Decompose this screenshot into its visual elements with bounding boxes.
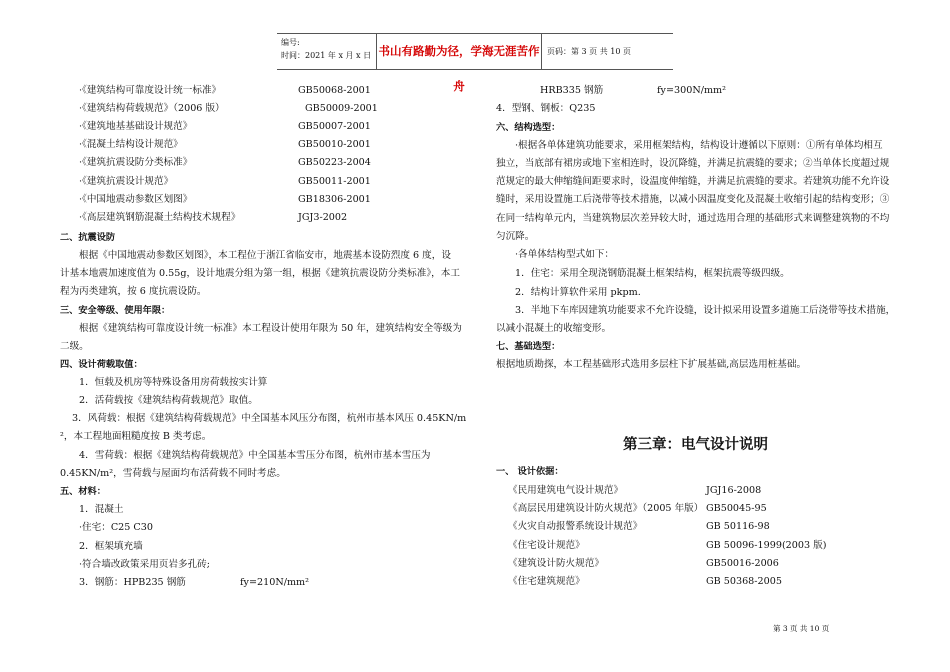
section-title-design-basis: 一、 设计依据： (496, 466, 564, 477)
header-motto: 书山有路勤为径，学海无涯苦作舟 (376, 34, 542, 69)
paragraph-line: 4．雪荷载：根据《建筑结构荷载规范》中全国基本雪压分布图，杭州市基本雪压为 (79, 450, 431, 461)
paragraph-line: 根据《建筑结构可靠度设计统一标准》本工程设计使用年限为 50 年，建筑结构安全等级为 (79, 323, 462, 334)
chapter-title: 第三章：电气设计说明 (623, 437, 768, 453)
paragraph-line: 缝时，采用设置施工后浇带等技术措施，以减小因温度变化及混凝土收缩引起的结构变形；③ (496, 194, 890, 205)
standard-code: GB50007-2001 (298, 121, 371, 132)
standard-name: 《民用建筑电气设计规范》 (508, 485, 624, 496)
paragraph-line: fy=210N/mm² (240, 577, 309, 588)
paragraph-line: 3．半地下车库因建筑功能要求不允许设缝，设计拟采用设置多道施工后浇带等技术措施， (515, 305, 896, 316)
paragraph-line: ·住宅：C25 C30 (79, 522, 153, 533)
standard-name: ·《建筑结构荷载规范》（2006 版） (79, 103, 225, 114)
paragraph-line: ·根据各单体建筑功能要求，采用框架结构，结构设计遵循以下原则：①所有单体均相互 (515, 140, 883, 151)
paragraph-line: 1．混凝土 (79, 504, 124, 515)
standard-code: GB50045-95 (706, 503, 767, 514)
paragraph-line: 根据《中国地震动参数区划图》，本工程位于浙江省临安市，地震基本设防烈度 6 度，设 (79, 250, 451, 261)
paragraph-line: 3．钢筋：HPB235 钢筋 (79, 577, 186, 588)
standard-code: GB 50368-2005 (706, 576, 782, 587)
header-page-info: 页码：第 3 页 共 10 页 (547, 47, 631, 56)
paragraph-line: 匀沉降。 (496, 231, 535, 242)
section-title-foundation: 七、基础选型： (496, 341, 561, 352)
standard-code: GB18306-2001 (298, 194, 371, 205)
paragraph-line: 独立，当底部有裙房或地下室相连时，设沉降缝，并满足抗震缝的要求；②当单体长度超过规 (496, 158, 890, 169)
paragraph-line: 3．风荷载：根据《建筑结构荷载规范》中全国基本风压分布图，杭州市基本风压 0.45KN/m (72, 413, 467, 424)
standard-code: GB 50116-98 (706, 521, 770, 532)
paragraph-line: 2．活荷载按《建筑结构荷载规范》取值。 (79, 395, 258, 406)
paragraph-line: HRB335 钢筋 (540, 85, 604, 96)
paragraph-line: 程为丙类建筑，按 6 度抗震设防。 (60, 286, 207, 297)
header-number-label: 编号: (281, 38, 300, 47)
section-title-materials: 五、材料： (60, 486, 106, 497)
standard-name: ·《建筑结构可靠度设计统一标准》 (79, 85, 222, 96)
standard-code: GB50010-2001 (298, 139, 371, 150)
standard-name: 《住宅建筑规范》 (508, 576, 585, 587)
standard-code: GB50223-2004 (298, 157, 371, 168)
section-title-seismic: 二、抗震设防 (60, 232, 116, 243)
standard-name: 《火灾自动报警系统设计规范》 (508, 521, 643, 532)
standard-name: ·《建筑地基基础设计规范》 (79, 121, 193, 132)
standard-code: JGJ16-2008 (706, 485, 762, 496)
paragraph-line: ·符合墙改政策采用页岩多孔砖; (79, 559, 211, 570)
paragraph-line: 在同一结构单元内，当建筑物层次差异较大时，通过选用合理的基础形式来调整建筑物的不均 (496, 213, 890, 224)
header-meta (281, 36, 373, 62)
paragraph-line: 二级。 (60, 341, 89, 352)
standard-code: GB50068-2001 (298, 85, 371, 96)
standard-code: GB50016-2006 (706, 558, 779, 569)
paragraph-line: 2．框架填充墙 (79, 541, 143, 552)
paragraph-line: 1．恒载及机房等特殊设备用房荷载按实计算 (79, 377, 268, 388)
paragraph-line: 1．住宅：采用全现浇钢筋混凝土框架结构，框架抗震等级四级。 (515, 268, 790, 279)
section-title-loads: 四、设计荷载取值： (60, 359, 143, 370)
standard-code: JGJ3-2002 (298, 212, 348, 223)
standard-name: ·《高层建筑钢筋混凝土结构技术规程》 (79, 212, 241, 223)
footer-page-number: 第 3 页 共 10 页 (773, 624, 830, 633)
standard-name: ·《建筑抗震设计规范》 (79, 176, 174, 187)
standard-name: ·《混凝土结构设计规范》 (79, 139, 183, 150)
paragraph-line: 2．结构计算软件采用 pkpm. (515, 287, 641, 298)
paragraph-line: 4．型钢、钢板：Q235 (496, 103, 596, 114)
paragraph-line: 计基本地震加速度值为 0.55g，设计地震分组为第一组，根据《建筑抗震设防分类标准》，本工 (60, 268, 460, 279)
standard-name: 《高层民用建筑设计防火规范》（2005 年版） (508, 503, 704, 514)
paragraph-line: 以减小混凝土的收缩变形。 (496, 323, 612, 334)
standard-name: ·《中国地震动参数区划图》 (79, 194, 193, 205)
standard-code: GB50009-2001 (305, 103, 378, 114)
paragraph-line: 根据地质勘探，本工程基础形式选用多层柱下扩展基础,高层选用桩基础。 (496, 359, 807, 370)
standard-name: ·《建筑抗震设防分类标准》 (79, 157, 193, 168)
standard-code: GB50011-2001 (298, 176, 371, 187)
paragraph-line: 范规定的最大伸缩缝间距要求时，设温度伸缩缝，并满足抗震缝的要求。若建筑功能不允许设 (496, 176, 890, 187)
standard-code: GB 50096-1999(2003 版) (706, 540, 827, 551)
paragraph-line: ·各单体结构型式如下： (515, 249, 614, 260)
standard-name: 《建筑设计防火规范》 (508, 558, 604, 569)
paragraph-line: fy=300N/mm² (657, 85, 726, 96)
paragraph-line: ²，本工程地面粗糙度按 B 类考虑。 (60, 431, 212, 442)
header-time: 时间：2021 年 x 月 x 日 (281, 51, 372, 60)
section-title-safety: 三、安全等级、使用年限： (60, 305, 171, 316)
paragraph-line: 0.45KN/m²，雪荷载与屋面均布活荷载不同时考虑。 (60, 468, 286, 479)
section-title-structure: 六、结构选型： (496, 122, 561, 133)
standard-name: 《住宅设计规范》 (508, 540, 585, 551)
